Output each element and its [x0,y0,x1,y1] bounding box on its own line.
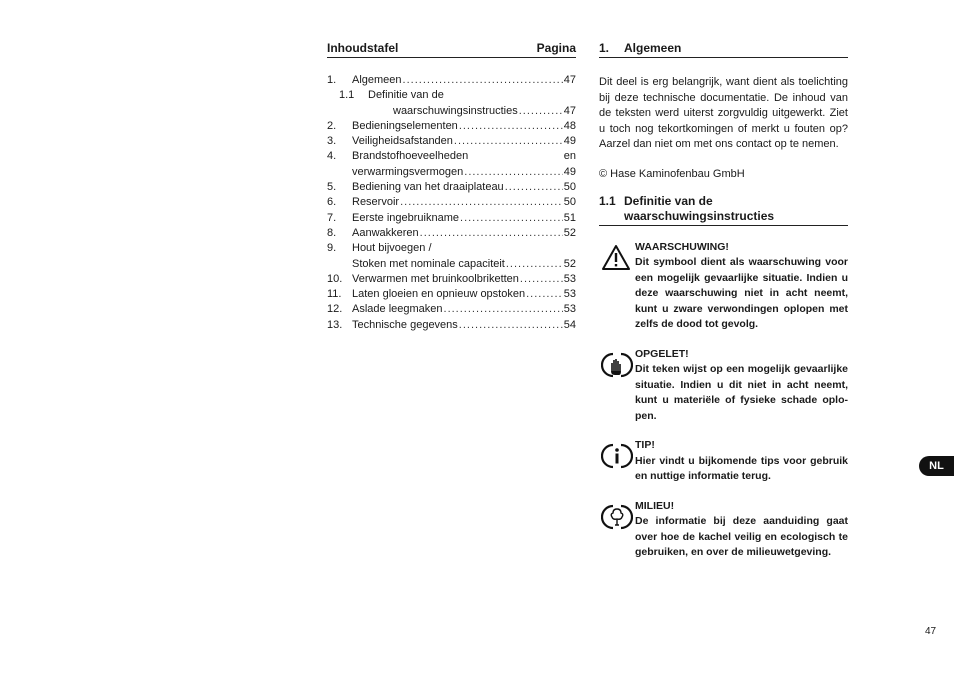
note-title: MILIEU! [635,499,675,512]
note-caution [599,347,848,425]
subsection-title-line: Definitie van de [624,193,713,208]
toc-list [327,73,576,333]
toc-entry[interactable] [327,302,576,317]
tree-environment-icon [601,503,633,533]
note-warning [599,240,848,333]
toc-entry-page: 53 [563,303,576,316]
toc-entry-text: Veiligheidsafstanden [352,135,453,148]
toc-entry-number: 6. [327,196,337,209]
toc-entry[interactable] [327,318,576,333]
toc-entry-text: Aslade leegmaken [352,303,443,316]
toc-entry[interactable] [327,226,576,241]
toc-entry-number: 9. [327,242,337,255]
toc-entry[interactable] [327,257,576,272]
toc-entry-page: 47 [563,104,576,117]
info-icon [601,442,633,472]
toc-entry-number: 3. [327,135,337,148]
table-of-contents [327,40,576,333]
toc-entry-text: Algemeen [352,74,402,86]
warning-triangle-icon [601,244,633,274]
toc-entry-number: 2. [327,119,337,132]
toc-entry-line[interactable] [327,149,576,164]
toc-leader-dots [420,226,563,241]
toc-entry-text: Brandstofhoeveelheden [352,150,469,163]
note-title: OPGELET! [635,347,689,360]
toc-leader-dots [400,195,563,210]
note-title: WAARSCHUWING! [635,240,729,253]
toc-leader-dots [519,104,563,119]
copyright-text: © Hase Kaminofenbau GmbH [599,167,745,180]
toc-entry-text: Definitie van de [368,89,444,102]
toc-entry-text: Reservoir [352,196,400,209]
toc-leader-dots [403,73,563,88]
note-body: Dit symbool dient als waarschuwing voor een mogelijk gevaarlijke situatie. Indien u deze waarschuwing niet in acht neemt, kunt u zware verwondingen oplopen met zelfs de dood tot gevolg. [635,256,848,330]
toc-entry-text: Bedieningselementen [352,119,458,132]
toc-entry-number: 1. [327,74,337,86]
toc-entry-text: Stoken met nominale capaciteit [352,257,505,270]
toc-entry-page: 49 [563,135,576,148]
toc-entry-page: 50 [563,196,576,209]
toc-entry[interactable] [327,119,576,134]
toc-entry-page: 54 [563,318,576,331]
toc-entry-page: 52 [563,257,576,270]
toc-entry-number: 11. [327,288,342,301]
hand-caution-icon [601,351,633,381]
note-environment [599,499,848,561]
toc-entry-text: en [563,150,576,163]
note-title: TIP! [635,439,655,451]
toc-entry-number: 1.1 [339,89,355,102]
toc-leader-dots [454,134,563,149]
toc-entry-line[interactable] [327,241,576,256]
subsection-number: 1.1 [599,193,616,208]
toc-entry[interactable] [327,287,576,302]
toc-entry-text: Verwarmen met bruinkoolbriketten [352,272,519,285]
toc-entry-page: 51 [563,211,576,224]
note-body: Dit teken wijst op een mogelijk gevaarlijke situatie. Indien u dit niet in acht neemt, kunt u materiële of fysieke schade oplo-pen. [635,363,848,422]
toc-entry[interactable] [327,272,576,287]
toc-entry-text: verwarmingsvermogen [352,165,464,178]
toc-entry-text: Eerste ingebruikname [352,211,460,224]
toc-entry-number: 12. [327,303,343,316]
toc-subentry[interactable] [327,104,576,119]
subsection-title [624,194,774,224]
toc-entry-text: waarschuwingsinstructies [393,104,518,117]
toc-entry[interactable] [327,165,576,180]
subsection-heading [599,194,848,226]
toc-entry-justified [352,149,576,164]
toc-leader-dots [520,272,563,287]
toc-leader-dots [506,257,563,272]
toc-leader-dots [460,211,563,226]
toc-entry-text: Aanwakkeren [352,226,419,239]
section-heading [599,40,848,58]
toc-entry-text: Bediening van het draaiplateau [352,181,504,194]
toc-title: Inhoudstafel [327,41,399,55]
toc-entry-number: 8. [327,226,337,239]
subsection-title-line: waarschuwingsinstructies [624,208,775,223]
toc-entry-page: 53 [563,288,576,301]
toc-subentry-line[interactable] [327,88,576,103]
toc-entry[interactable] [327,73,576,88]
toc-entry-text: Laten gloeien en opnieuw opstoken [352,288,526,301]
toc-leader-dots [459,119,563,134]
section-number: 1. [599,41,610,55]
toc-leader-dots [505,180,563,195]
toc-entry-number: 13. [327,318,343,331]
toc-leader-dots [464,165,562,180]
intro-paragraph: Dit deel is erg belangrijk, want dient als toelichting bij deze technische documentatie. De inhoud van de teksten werd uiterst zorgvuldig uitgewerkt. Ziet u toch nog tekortkomingen of merkt u fouten op? Aarzel dan niet om met ons contact op te nemen. [599,76,848,150]
note-body: Hier vindt u bijkomende tips voor gebruik en nuttige informatie terug. [635,454,848,482]
toc-entry-number: 10. [327,272,343,285]
section-title: Algemeen [624,41,682,55]
toc-entry-number: 7. [327,211,337,224]
toc-entry[interactable] [327,211,576,226]
toc-entry-number: 4. [327,150,337,163]
toc-entry-page: 47 [563,74,576,86]
main-content [599,40,848,561]
toc-leader-dots [526,287,563,302]
toc-entry-page: 50 [563,181,576,194]
toc-entry[interactable] [327,180,576,195]
toc-page-label: Pagina [536,41,576,55]
toc-entry-number: 5. [327,181,337,194]
language-tab[interactable]: NL [919,456,954,476]
toc-leader-dots [444,302,563,317]
note-tip [599,438,848,485]
toc-entry-page: 49 [563,165,576,178]
toc-entry-text: Hout bijvoegen / [352,242,432,255]
toc-entry[interactable] [327,134,576,149]
toc-entry-page: 48 [563,119,576,132]
toc-leader-dots [459,318,563,333]
toc-entry-page: 53 [563,272,576,285]
note-body: De informatie bij deze aanduiding gaat over hoe de kachel veilig en ecologisch te gebruiken, en over de milieuwetgeving. [635,515,848,558]
page-number: 47 [925,626,937,637]
toc-entry[interactable] [327,195,576,210]
toc-entry-page: 52 [563,226,576,239]
toc-header [327,40,576,58]
toc-entry-text: Technische gegevens [352,318,458,331]
